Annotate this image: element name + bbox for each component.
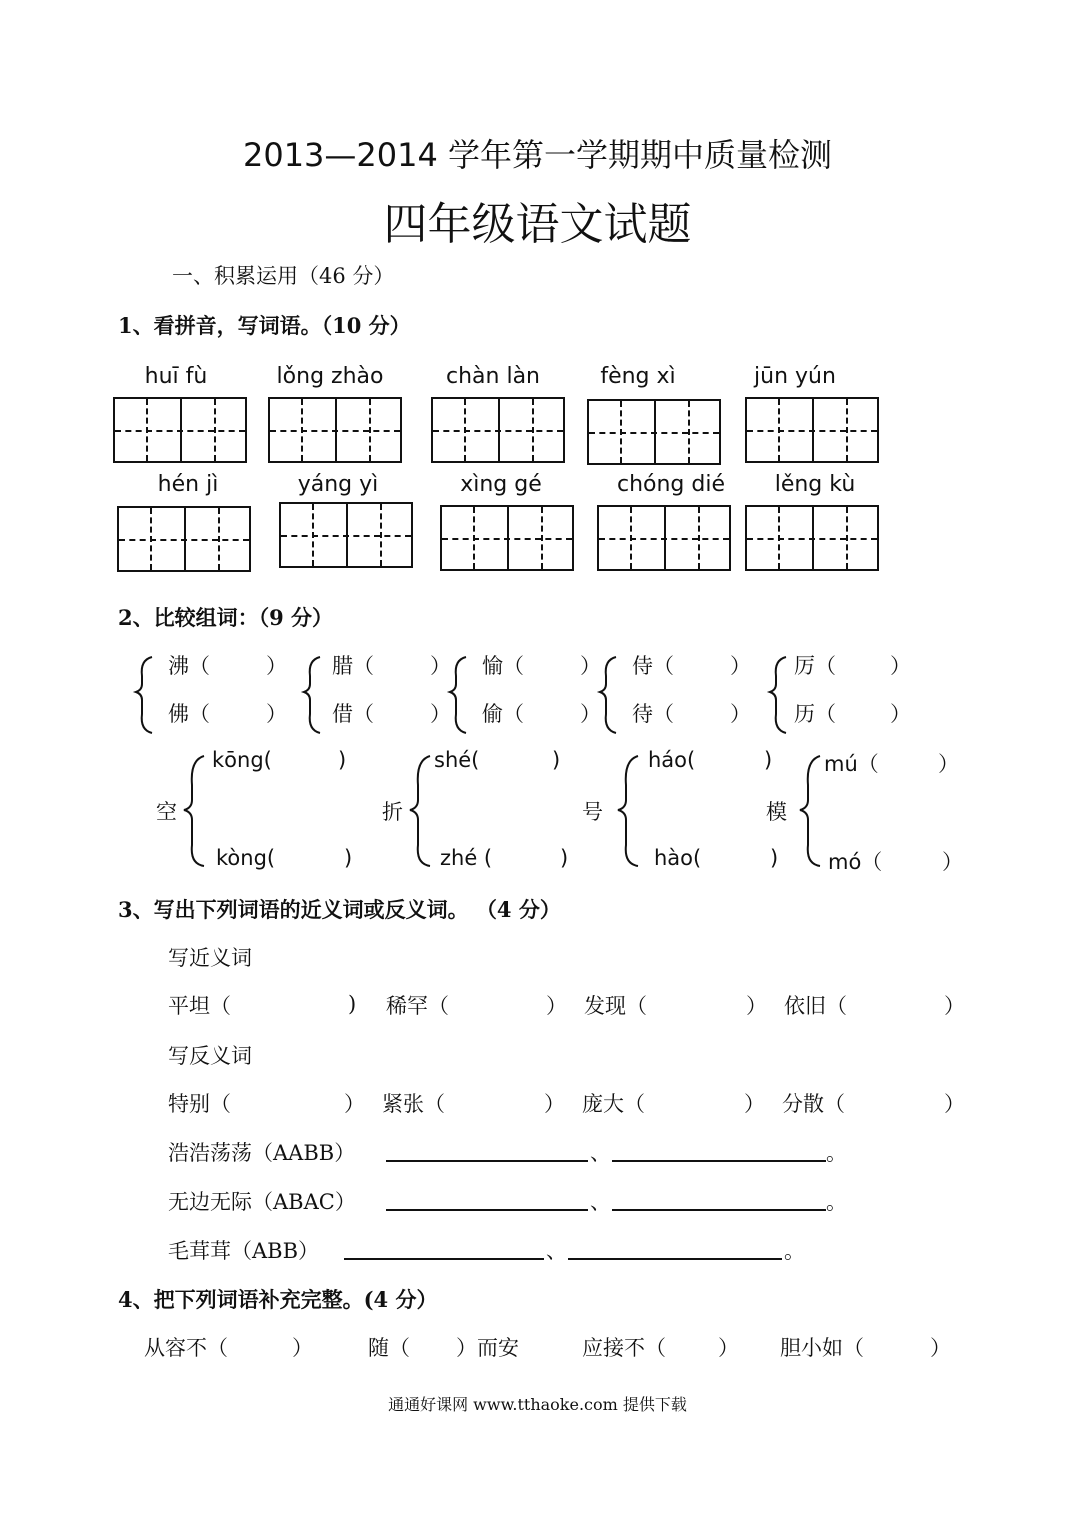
pinyin-label: yáng yì (297, 472, 379, 497)
paren-close: ） (944, 1092, 965, 1116)
paren-close: ） (544, 1092, 565, 1116)
period: 。 (784, 1239, 805, 1263)
synonym-label: 写近义词 (168, 946, 252, 970)
poly-char: 空 (156, 800, 177, 824)
page-subtitle: 四年级语文试题 (383, 199, 692, 250)
idiom-item: 应接不（ (582, 1336, 666, 1360)
poly-reading: kòng( (216, 846, 276, 870)
synonym-item: 发现（ (584, 994, 647, 1018)
pinyin-label: chàn làn (446, 364, 540, 389)
paren-close: ) (770, 846, 779, 870)
poly-reading: shé( (434, 748, 480, 772)
section-heading: 一、积累运用（46 分） (172, 264, 395, 288)
antonym-item: 紧张（ (382, 1092, 445, 1116)
antonym-item: 庞大（ (582, 1092, 645, 1116)
paren-close: ) (552, 748, 561, 772)
pinyin-label: huī fù (144, 364, 208, 389)
compare-word: 借（ (332, 702, 374, 726)
paren-close: ） (942, 850, 963, 874)
separator: 、 (546, 1239, 567, 1263)
compare-word: 佛（ (168, 702, 210, 726)
period: 。 (826, 1190, 847, 1214)
pinyin-label: fèng xì (600, 364, 676, 389)
question-1-title: 1、看拼音，写词语。（10 分） (118, 313, 411, 338)
paren-close: ） (944, 994, 965, 1018)
paren-close: ） (744, 1092, 765, 1116)
compare-word: 厉（ (794, 654, 836, 678)
synonym-item: 稀罕（ (386, 994, 449, 1018)
question-3-title: 3、写出下列词语的近义词或反义词。 （4 分） (118, 897, 561, 922)
antonym-label: 写反义词 (168, 1044, 252, 1068)
compare-word: 历（ (794, 702, 836, 726)
pattern-label: 毛茸茸（ABB） (168, 1239, 320, 1263)
compare-word: 待（ (632, 702, 674, 726)
idiom-item: 胆小如（ (780, 1336, 864, 1360)
compare-word: 愉（ (482, 654, 524, 678)
compare-word: 侍（ (632, 654, 674, 678)
paren-close: ） (730, 654, 751, 678)
answer-line[interactable] (386, 1160, 588, 1162)
paren-close: ） (746, 994, 767, 1018)
period: 。 (826, 1141, 847, 1165)
answer-line[interactable] (568, 1258, 782, 1260)
paren-close: ) (764, 748, 773, 772)
compare-word: 腊（ (332, 654, 374, 678)
paren-close: ） (266, 654, 287, 678)
pinyin-label: hén jì (157, 472, 219, 497)
paren-close: ） (890, 654, 911, 678)
pinyin-label: chóng dié (616, 472, 725, 497)
pinyin-label: lěng kù (774, 472, 856, 497)
paren-close: ) (344, 846, 353, 870)
page-title: 2013—2014 学年第一学期期中质量检测 (242, 136, 833, 174)
separator: 、 (590, 1190, 611, 1214)
poly-reading: zhé ( (440, 846, 493, 870)
paren-close: ） (718, 1336, 739, 1360)
paren-close: ） (344, 1092, 365, 1116)
pinyin-label: jūn yún (754, 364, 836, 389)
poly-char: 折 (382, 800, 403, 824)
synonym-item: 依旧（ (784, 994, 847, 1018)
paren-close: ） (266, 702, 287, 726)
paren-close: ） (930, 1336, 951, 1360)
paren-close: ） (580, 654, 601, 678)
paren-close: ) (338, 748, 347, 772)
answer-line[interactable] (386, 1209, 588, 1211)
paren-close: ） (546, 994, 567, 1018)
synonym-item: 平坦（ (168, 994, 231, 1018)
paren-close: ） (730, 702, 751, 726)
question-2-title: 2、比较组词：（9 分） (118, 605, 334, 630)
poly-char: 号 (582, 800, 603, 824)
pattern-label: 浩浩荡荡（AABB） (168, 1141, 356, 1165)
paren-close: ) (560, 846, 569, 870)
antonym-item: 分散（ (782, 1092, 845, 1116)
separator: 、 (590, 1141, 611, 1165)
answer-line[interactable] (612, 1209, 826, 1211)
footer-credit: 通通好课网 www.tthaoke.com 提供下载 (388, 1395, 687, 1414)
paren-close: ） (580, 702, 601, 726)
paren-close: ） (938, 752, 959, 776)
poly-char: 模 (766, 800, 787, 824)
paren-close: ） (890, 702, 911, 726)
poly-reading: hào( (654, 846, 702, 870)
answer-line[interactable] (344, 1258, 544, 1260)
poly-reading: kōng( (212, 748, 272, 772)
answer-line[interactable] (612, 1160, 826, 1162)
pinyin-label: lǒng zhào (276, 364, 384, 389)
pinyin-label: xìng gé (460, 472, 542, 497)
poly-reading: mó（ (828, 850, 883, 874)
paren-close: ) (348, 992, 357, 1016)
idiom-item: 随（ (368, 1336, 410, 1360)
pattern-label: 无边无际（ABAC） (168, 1190, 356, 1214)
idiom-item: 从容不（ (144, 1336, 228, 1360)
paren-close: ） (292, 1336, 313, 1360)
antonym-item: 特别（ (168, 1092, 231, 1116)
question-4-title: 4、把下列词语补充完整。(4 分） (118, 1287, 438, 1312)
poly-reading: mú（ (824, 752, 879, 776)
idiom-item: ）而安 (456, 1336, 519, 1360)
compare-word: 偷（ (482, 702, 524, 726)
paren-close: ） (430, 654, 451, 678)
compare-word: 沸（ (168, 654, 210, 678)
poly-reading: háo( (648, 748, 696, 772)
paren-close: ） (430, 702, 451, 726)
